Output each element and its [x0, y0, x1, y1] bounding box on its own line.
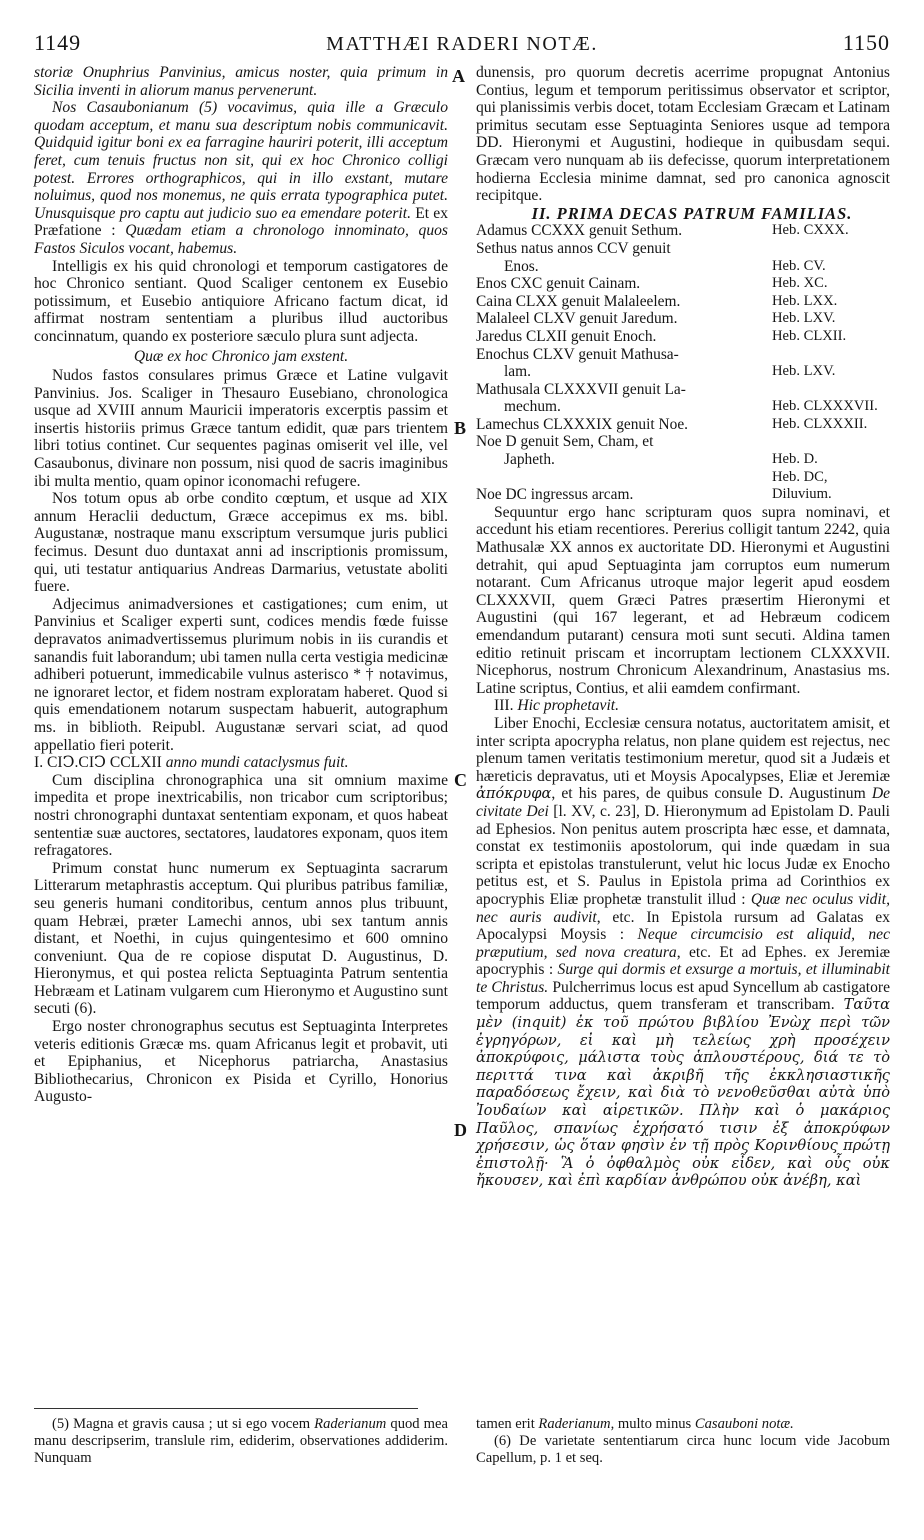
- running-title: MATTHÆI RADERI NOTÆ.: [326, 33, 598, 55]
- italic-text: Raderianum: [314, 1416, 387, 1432]
- genealogy-entry: Malaleel CLXV genuit Jaredum.: [476, 310, 678, 328]
- margin-mark-c: C: [454, 770, 467, 790]
- numbered-heading: [476, 697, 890, 715]
- margin-mark-d: D: [454, 1120, 467, 1140]
- paragraph: [476, 715, 890, 1190]
- genealogy-entry: lam.: [504, 363, 531, 381]
- genealogy-entry: Noe DC ingressus arcam.: [476, 486, 634, 504]
- text: , etc. Et ad Ephes. ex Jeremiæ apocryphis :: [476, 943, 890, 979]
- section-title: II. PRIMA DECAS PATRUM FAMILIAS.: [531, 203, 853, 223]
- genealogy-row: [476, 222, 890, 240]
- italic-text: Quæ nec oculus vidit, nec auris audivit: [476, 890, 890, 926]
- hebrew-count: Heb. CLXXXVII.: [772, 398, 878, 415]
- page-number-right: 1150: [842, 30, 890, 55]
- genealogy-table: [476, 222, 890, 504]
- paragraph: dunensis, pro quorum decretis acerrime propugnat Antonius Contius, legum et temporum peritissimus observator et scriptor, qui planissimis verbis docet, totam Ecclesiam Græcam et Latinam primitus secutam esse Septuaginta Seniores usque ad tempora DD. Hieronymi et Augustini, hodieque in quibusdam sequi. Græcam vero nunquam ab iis defecisse, quorum interpretationem hodierna Ecclesia minime damnat, sed pro canonica agnoscit recipitque.: [476, 64, 890, 205]
- genealogy-entry: Caina CLXX genuit Malaleelem.: [476, 292, 681, 310]
- genealogy-entry: Enos CXC genuit Cainam.: [476, 275, 641, 293]
- italic-text: anno mundi cataclysmus fuit.: [161, 754, 349, 772]
- italic-text: Hic prophetavit.: [517, 697, 620, 715]
- margin-mark-b: B: [454, 418, 467, 438]
- italic-text: De civitate Dei: [476, 785, 890, 820]
- hebrew-count: Heb. LXV.: [772, 363, 836, 380]
- genealogy-row: [476, 416, 890, 434]
- margin-mark-a: A: [452, 66, 465, 86]
- genealogy-row: [476, 310, 890, 328]
- paragraph: Nudos fastos consulares primus Græce et Latine vulgavit Panvinius. Jos. Scaliger in Thesauro Eusebiano, chronologica usque ad XVIII annum Mauricii imperatoris excerptis passim et insertis historiis primus Græce tantum edidit, quæ pars trientem libri totius continet. Cur sequentes paginas omiserit vel ille, vel Casaubonus, divinare non possum, nisi quod de sacris imaginibus ibi multa mentio, quam opinor iconomachi refugere.: [34, 367, 448, 490]
- hebrew-count: Heb. LXV.: [772, 310, 836, 327]
- genealogy-entry: Enos.: [504, 257, 539, 275]
- genealogy-row: [476, 381, 890, 399]
- italic-text: Nos Casaubonianum (5) vocavimus, quia ille a Græculo quodam acceptum, et manu sua descriptum nobis communicavit. Quidquid igitur boni ex ea farragine hauriri poterit, illi acceptum feret, cum tenuis fructus non sit, qui ex hoc Chronico colligi potest. Errores orthographicos, qui in illo exstant, mutare noluimus, quod nos monemus, ne quis errata typographica putet. Unusquisque pro captu aut judicio suo ea emendare poterit.: [34, 99, 448, 222]
- hebrew-count: Heb. CLXII.: [772, 327, 847, 344]
- text: III.: [494, 697, 518, 715]
- genealogy-row: [476, 240, 890, 258]
- paragraph: Primum constat hunc numerum ex Septuaginta sacrarum Litterarum metaphrastis acceptum. Qui pluribus patribus familiæ, seu generis humani conditoribus, centum annos plus tribuunt, quam Hebræi, præter Lamechi annos, ubi sex tantum annis distant, et Noethi, in cujus quingentesimo et 600 omnino conveniunt. Qua de re copiose disputat D. Augustinus, D. Hieronymus, et qui postea relicta Septuaginta Patrum sententia Hebræam et Latinam vulgarem cum Hieronymo et Augustino sunt secuti (6).: [34, 859, 448, 1018]
- genealogy-entry: Mathusala CLXXXVII genuit La-: [476, 380, 686, 398]
- subheading: Quæ ex hoc Chronico jam exstent.: [133, 347, 349, 365]
- right-column: [476, 64, 890, 1190]
- hebrew-count: Heb. CV.: [772, 257, 826, 274]
- text: tamen erit: [476, 1416, 539, 1432]
- hebrew-count: Heb. LXX.: [772, 292, 838, 309]
- text: I. CI: [34, 754, 63, 772]
- genealogy-entry: Enochus CLXV genuit Mathusa-: [476, 345, 679, 363]
- genealogy-row: [476, 275, 890, 293]
- genealogy-row: [476, 328, 890, 346]
- paragraph: Cum disciplina chronographica una sit omnium maxime impedita et prope inextricabilis, non tricabor cum scriptoribus; nostri chronographi duntaxat sententiam exponam, et quos habeat sententiæ suæ auctores, sectatores, laudatores exponam, quos item refragatores.: [34, 771, 448, 860]
- hebrew-count: Heb. CLXXXII.: [772, 415, 868, 432]
- genealogy-entry: Noe D genuit Sem, Cham, et: [476, 433, 654, 451]
- genealogy-row: [476, 398, 890, 416]
- page-number-left: 1149: [34, 30, 82, 55]
- italic-text: Quædam etiam a chronologo innominato, quos Fastos Siculos vocant, habemus.: [34, 222, 448, 257]
- paragraph: [34, 99, 448, 257]
- genealogy-entry: mechum.: [504, 398, 561, 416]
- genealogy-row: [476, 293, 890, 311]
- hebrew-count: Heb. D.: [772, 451, 818, 468]
- genealogy-row: [476, 433, 890, 451]
- text: Et ex Præfatione :: [34, 204, 448, 240]
- genealogy-entry: Adamus CCXXX genuit Sethum.: [476, 222, 683, 240]
- genealogy-entry: Japheth.: [504, 451, 555, 469]
- footnote: (6) De varietate sententiarum circa hunc locum vide Jacobum Capellum, p. 1 et seq.: [476, 1433, 890, 1466]
- text: Pulcherrimus locus est apud Syncellum ab castigatore temporum adductus, quem transferam et transcribam.: [476, 978, 890, 1014]
- genealogy-row: [476, 469, 890, 504]
- hebrew-count: Heb. XC.: [772, 275, 828, 292]
- text: quod mea manu descripserim, translule rim, ediderim, observationes addiderim. Nunquam: [34, 1416, 448, 1466]
- italic-text: Casauboni: [694, 1416, 759, 1432]
- genealogy-row: [476, 363, 890, 381]
- paragraph: Nos totum opus ab orbe condito cœptum, et usque ad XIX annum Heraclii deductum, Græce accepimus ex ms. bibl. Augustanæ, nostraque manu exscriptum versumque juris publici fecimus. Desunt duo duntaxat anni ad inscriptionis promissum, qui, uti testatur antiquarius Andreas Darmarius, vetustate aboliti fuere.: [34, 490, 448, 596]
- italic-text: Neque circumcisio est aliquid, nec præputium, sed nova creatura: [476, 926, 890, 961]
- footnotes-left: [34, 1416, 448, 1467]
- genealogy-row: [476, 346, 890, 364]
- numbered-heading: [34, 754, 448, 772]
- genealogy-entry: Jaredus CLXII genuit Enoch.: [476, 327, 657, 345]
- footnote: [34, 1416, 448, 1467]
- paragraph: Sequuntur ergo hanc scripturam quos supra nominavi, et accedunt his etiam recentiores. Pererius colligit tantum 2242, quia Mathusalæ XX annos ex auctoritate DD. Hieronymi et Augustini detrahit, qui apud Septuaginta jam corruptos eum numerum notarant. Cum Africanus utroque major legerit apud eosdem CLXXXVII, quem Græci Patres præsertim Hieronymi et Augustini (qui 167 legerant, et ad Hebræum codicem emendandum putarant) censura moti sunt secuti. Aldina tamen editio retinuit priscam et incorruptam lectionem CLXXXVII. Nicephorus, nostrum Chronicum Alexandrinum, Anastasius ms. Latine scriptus, Contius, et alii eamdem confirmant.: [476, 503, 890, 697]
- text: , etc. In Epistola rursum ad Galatas ex Apocalypsi Moysis :: [476, 908, 890, 944]
- genealogy-entry: Sethus natus annos CCV genuit: [476, 239, 671, 257]
- italic-text: Surge qui dormis et exsurge a mortuis, et illuminabit te Christus.: [476, 961, 890, 996]
- hebrew-count: Heb. CXXX.: [772, 222, 849, 239]
- text: , multo minus: [610, 1416, 695, 1432]
- paragraph: Adjecimus animadversiones et castigationes; cum enim, ut Panvinius et Scaliger experti sunt, codices mendis fœde fuisse depravatos animadvertissemus plurimum nobis in iis curandis et sanandis fuit laborandum; ubi tamen nulla certa vestigia medicinæ adhiberi potuerunt, immedicabile vulnus asterisco * † notavimus, ne ignoraret lector, et fidem nostram exploratam haberet. Quod si quis emendationem notarum suspectam habuerit, autographum ms. in biblioth. Reipubl. Augustanæ servari sciat, ad quod appellatio fieri poterit.: [34, 595, 448, 754]
- greek-text: Ταῦτα μὲν (inquit) ἐκ τοῦ πρώτου βιβλίου Ἐνὼχ περὶ τῶν ἐγρηγόρων, εἰ καὶ μὴ τελείως χρὴ προσέχειν ἀποκρύφοις, μάλιστα τοὺς ἁπλουστέρους, διά τε τὸ περιττά τινα καὶ ἀκριβῆ τῆς ἐκκλησιαστικῆς παραδόσεως ἔχειν, καὶ διὰ τὸ νενοθεῦσθαι αὐτὰ ὑπὸ Ἰουδαίων καὶ αἱρετικῶν. Πλὴν καὶ ὁ μακάριος Παῦλος, σπανίως ἐχρήσατό τισιν ἐξ ἀποκρύφων χρήσεσιν, ὡς ὅταν φησὶν ἐν τῇ πρὸς Κορινθίους πρώτῃ ἐπιστολῇ· Ἃ ὁ ὀφθαλμὸς οὐκ εἶδεν, καὶ οὖς οὐκ ἤκουσεν, καὶ ἐπὶ καρδίαν ἀνθρώπου οὐκ ἀνέβη, καὶ: [476, 996, 890, 1190]
- paragraph: Intelligis ex his quid chronologi et temporum castigatores de hoc Chronico sentiant. Quod Scaliger centonem ex Eusebio potissimum, et Eusebio antiquiore Africano factum dicat, id affirmat nostram sententiam a pluribus illud auctoribus concinnatum, quando ex posteriore sæculo plura sunt adjecta.: [34, 257, 448, 345]
- italic-text: Raderianum: [538, 1416, 611, 1432]
- footnotes-right: [476, 1416, 890, 1467]
- genealogy-row: [476, 451, 890, 469]
- hebrew-count: Heb. DC, Diluvium.: [772, 468, 832, 503]
- roman-numeral: Ↄ.CIↃ CCLXII: [62, 754, 162, 772]
- italic-text: notæ.: [758, 1416, 794, 1432]
- greek-text: ἀπόκρυφα: [476, 785, 552, 803]
- text: (5) Magna et gravis causa ; ut si ego vocem: [52, 1416, 315, 1432]
- paragraph: storiæ Onuphrius Panvinius, amicus noster, quia primum in Sicilia inventi in aliorum manus pervenerunt.: [34, 64, 448, 99]
- page-header: [34, 30, 890, 60]
- left-column: [34, 64, 448, 1106]
- genealogy-entry: Lamechus CLXXXIX genuit Noe.: [476, 415, 688, 433]
- text: , et his pares, de quibus consule D. Augustinum: [551, 785, 872, 803]
- genealogy-row: [476, 258, 890, 276]
- footnote: [476, 1416, 890, 1433]
- text: Liber Enochi, Ecclesiæ censura notatus, auctoritatem amisit, et inter scripta apocrypha relatus, non plane quidem est rejectus, nec plenum tamen veritatis testimonium meretur, quod sit a Judæis et hæreticis depravatus, uti et Moysis Apocalypses, Eliæ et Jeremiæ: [476, 714, 890, 785]
- text: [l. XV, c. 23], D. Hieronymum ad Epistolam D. Pauli ad Ephesios. Non penitus autem proscripta hæc esse, et damnata, constat ex testimoniis apostolorum, qui inde quædam in sua scripta et epistolas transtulerunt, velut hic locus Judæ ex Enocho petitus est, et S. Paulus in Epistola prima ad Corinthios ex apocryphis Eliæ prophetæ transtulit illud :: [476, 802, 890, 908]
- paragraph: Ergo noster chronographus secutus est Septuaginta Interpretes veteris editionis Græcæ ms. quam Africanus legit et probavit, uti et Epiphanius, et Nicephorus patriarcha, Anastasius Bibliothecarius, Chronicon ex Pisida et Cyrillo, Honorius Augusto-: [34, 1018, 448, 1106]
- footnote-rule: [34, 1408, 418, 1409]
